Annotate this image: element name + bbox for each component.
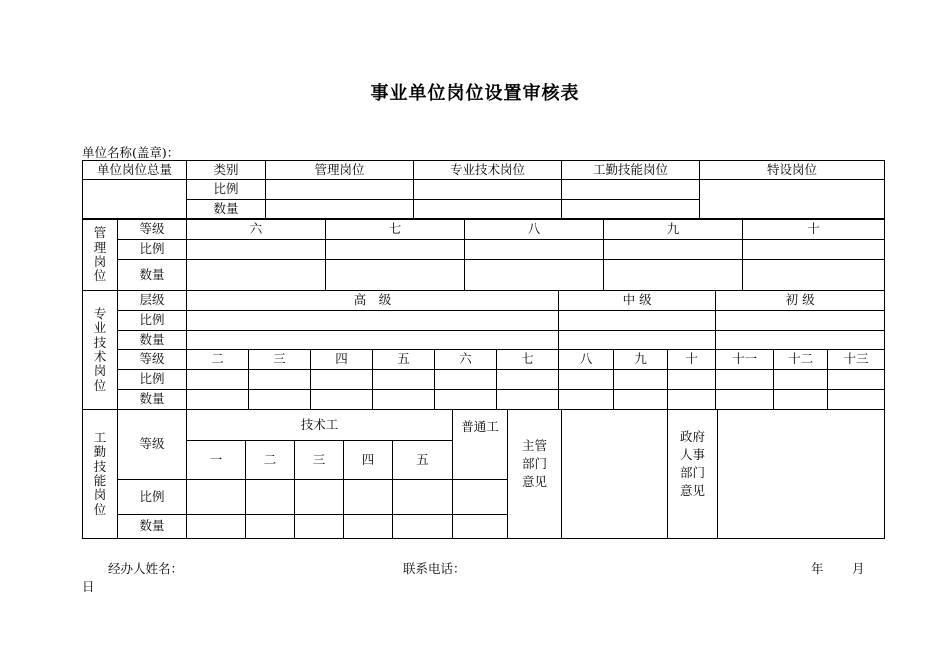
input-cell[interactable] [614, 390, 668, 410]
professional-grade: 三 [249, 350, 311, 370]
professional-side-label: 专 业 技 术 岗 位 [83, 291, 118, 410]
professional-grade-label: 等级 [118, 350, 187, 370]
input-cell[interactable] [559, 311, 716, 331]
summary-table [82, 160, 885, 219]
input-cell[interactable] [344, 480, 393, 515]
input-cell[interactable] [668, 370, 716, 390]
input-cell[interactable] [344, 515, 393, 539]
input-cell[interactable] [326, 240, 465, 260]
management-grade-label: 等级 [118, 220, 187, 240]
management-grade: 七 [326, 220, 465, 240]
page-title: 事业单位岗位设置审核表 [370, 83, 580, 104]
input-cell[interactable] [828, 370, 885, 390]
professional-grade: 九 [614, 350, 668, 370]
handler-name-label: 经办人姓名： [108, 561, 184, 576]
input-cell[interactable] [249, 390, 311, 410]
professional-level-label: 层级 [118, 291, 187, 311]
input-cell[interactable] [435, 370, 497, 390]
input-cell[interactable] [828, 390, 885, 410]
professional-grade: 六 [435, 350, 497, 370]
worker-ratio-label: 比例 [118, 480, 187, 515]
professional-quantity-label-2: 数量 [118, 390, 187, 410]
management-table [82, 219, 885, 291]
management-grade: 十 [743, 220, 885, 240]
level-senior: 高 级 [187, 291, 559, 311]
professional-grade: 五 [373, 350, 435, 370]
month-label: 月 [852, 561, 865, 576]
unit-name-label: 单位名称(盖章)： [82, 145, 180, 160]
input-cell[interactable] [453, 480, 508, 515]
professional-grade: 十一 [716, 350, 774, 370]
input-cell[interactable] [743, 260, 885, 291]
input-cell[interactable] [295, 480, 344, 515]
phone-label: 联系电话： [403, 561, 466, 576]
gov-opinion-label: 政府 人事 部门 意见 [668, 410, 718, 539]
input-cell[interactable] [559, 390, 614, 410]
day-label: 日 [82, 579, 95, 594]
input-cell[interactable] [187, 331, 559, 350]
professional-quantity-cell[interactable] [414, 200, 562, 219]
input-cell[interactable] [246, 480, 295, 515]
input-cell[interactable] [668, 390, 716, 410]
input-cell[interactable] [497, 390, 559, 410]
professional-ratio-cell[interactable] [414, 180, 562, 200]
supervisor-opinion-label: 主管 部门 意见 [508, 410, 562, 539]
tech-grade: 一 [187, 441, 246, 480]
input-cell[interactable] [559, 370, 614, 390]
professional-grade: 十三 [828, 350, 885, 370]
ratio-label: 比例 [187, 180, 266, 200]
category-label: 类别 [187, 161, 266, 180]
input-cell[interactable] [249, 370, 311, 390]
worker-quantity-cell[interactable] [562, 200, 700, 219]
supervisor-opinion-cell[interactable] [562, 410, 668, 539]
input-cell[interactable] [453, 515, 508, 539]
input-cell[interactable] [373, 390, 435, 410]
input-cell[interactable] [435, 390, 497, 410]
input-cell[interactable] [187, 390, 249, 410]
management-grade: 六 [187, 220, 326, 240]
professional-grade: 十 [668, 350, 716, 370]
professional-quantity-label: 数量 [118, 331, 187, 350]
professional-table [82, 290, 885, 410]
total-label: 单位岗位总量 [83, 161, 187, 180]
input-cell[interactable] [393, 480, 453, 515]
professional-ratio-label-2: 比例 [118, 370, 187, 390]
input-cell[interactable] [187, 260, 326, 291]
tech-grade: 二 [246, 441, 295, 480]
input-cell[interactable] [246, 515, 295, 539]
management-grade: 九 [604, 220, 743, 240]
management-grade: 八 [465, 220, 604, 240]
input-cell[interactable] [774, 370, 828, 390]
input-cell[interactable] [311, 370, 373, 390]
worker-grade-label: 等级 [118, 410, 187, 480]
input-cell[interactable] [774, 390, 828, 410]
worker-side-label: 工 勤 技 能 岗 位 [83, 410, 118, 539]
input-cell[interactable] [326, 260, 465, 291]
management-side-label: 管 理 岗 位 [83, 220, 118, 291]
input-cell[interactable] [187, 515, 246, 539]
management-ratio-label: 比例 [118, 240, 187, 260]
input-cell[interactable] [716, 331, 885, 350]
input-cell[interactable] [187, 370, 249, 390]
total-value-cell[interactable] [83, 180, 187, 219]
col-special: 特设岗位 [700, 161, 885, 180]
professional-grade: 四 [311, 350, 373, 370]
tech-grade: 五 [393, 441, 453, 480]
management-ratio-cell[interactable] [266, 180, 414, 200]
input-cell[interactable] [614, 370, 668, 390]
input-cell[interactable] [393, 515, 453, 539]
col-management: 管理岗位 [266, 161, 414, 180]
input-cell[interactable] [187, 240, 326, 260]
input-cell[interactable] [187, 311, 559, 331]
management-quantity-cell[interactable] [266, 200, 414, 219]
col-professional: 专业技术岗位 [414, 161, 562, 180]
worker-ratio-cell[interactable] [562, 180, 700, 200]
input-cell[interactable] [716, 390, 774, 410]
input-cell[interactable] [604, 260, 743, 291]
input-cell[interactable] [716, 311, 885, 331]
input-cell[interactable] [295, 515, 344, 539]
professional-ratio-label: 比例 [118, 311, 187, 331]
input-cell[interactable] [465, 260, 604, 291]
level-junior: 初 级 [716, 291, 885, 311]
quantity-label: 数量 [187, 200, 266, 219]
input-cell[interactable] [497, 370, 559, 390]
input-cell[interactable] [187, 480, 246, 515]
input-cell[interactable] [465, 240, 604, 260]
professional-grade: 十二 [774, 350, 828, 370]
worker-quantity-label: 数量 [118, 515, 187, 539]
col-worker: 工勤技能岗位 [562, 161, 700, 180]
professional-grade: 八 [559, 350, 614, 370]
professional-grade: 七 [497, 350, 559, 370]
tech-grade: 四 [344, 441, 393, 480]
professional-grade: 二 [187, 350, 249, 370]
special-value-cell[interactable] [700, 180, 885, 219]
management-quantity-label: 数量 [118, 260, 187, 291]
input-cell[interactable] [559, 331, 716, 350]
general-worker-label: 普通工 [453, 410, 508, 480]
input-cell[interactable] [716, 370, 774, 390]
input-cell[interactable] [604, 240, 743, 260]
level-intermediate: 中 级 [559, 291, 716, 311]
input-cell[interactable] [311, 390, 373, 410]
gov-opinion-cell[interactable] [718, 410, 885, 539]
input-cell[interactable] [373, 370, 435, 390]
tech-worker-label: 技术工 [187, 410, 453, 441]
worker-table [82, 409, 885, 539]
year-label: 年 [811, 561, 824, 576]
tech-grade: 三 [295, 441, 344, 480]
input-cell[interactable] [743, 240, 885, 260]
